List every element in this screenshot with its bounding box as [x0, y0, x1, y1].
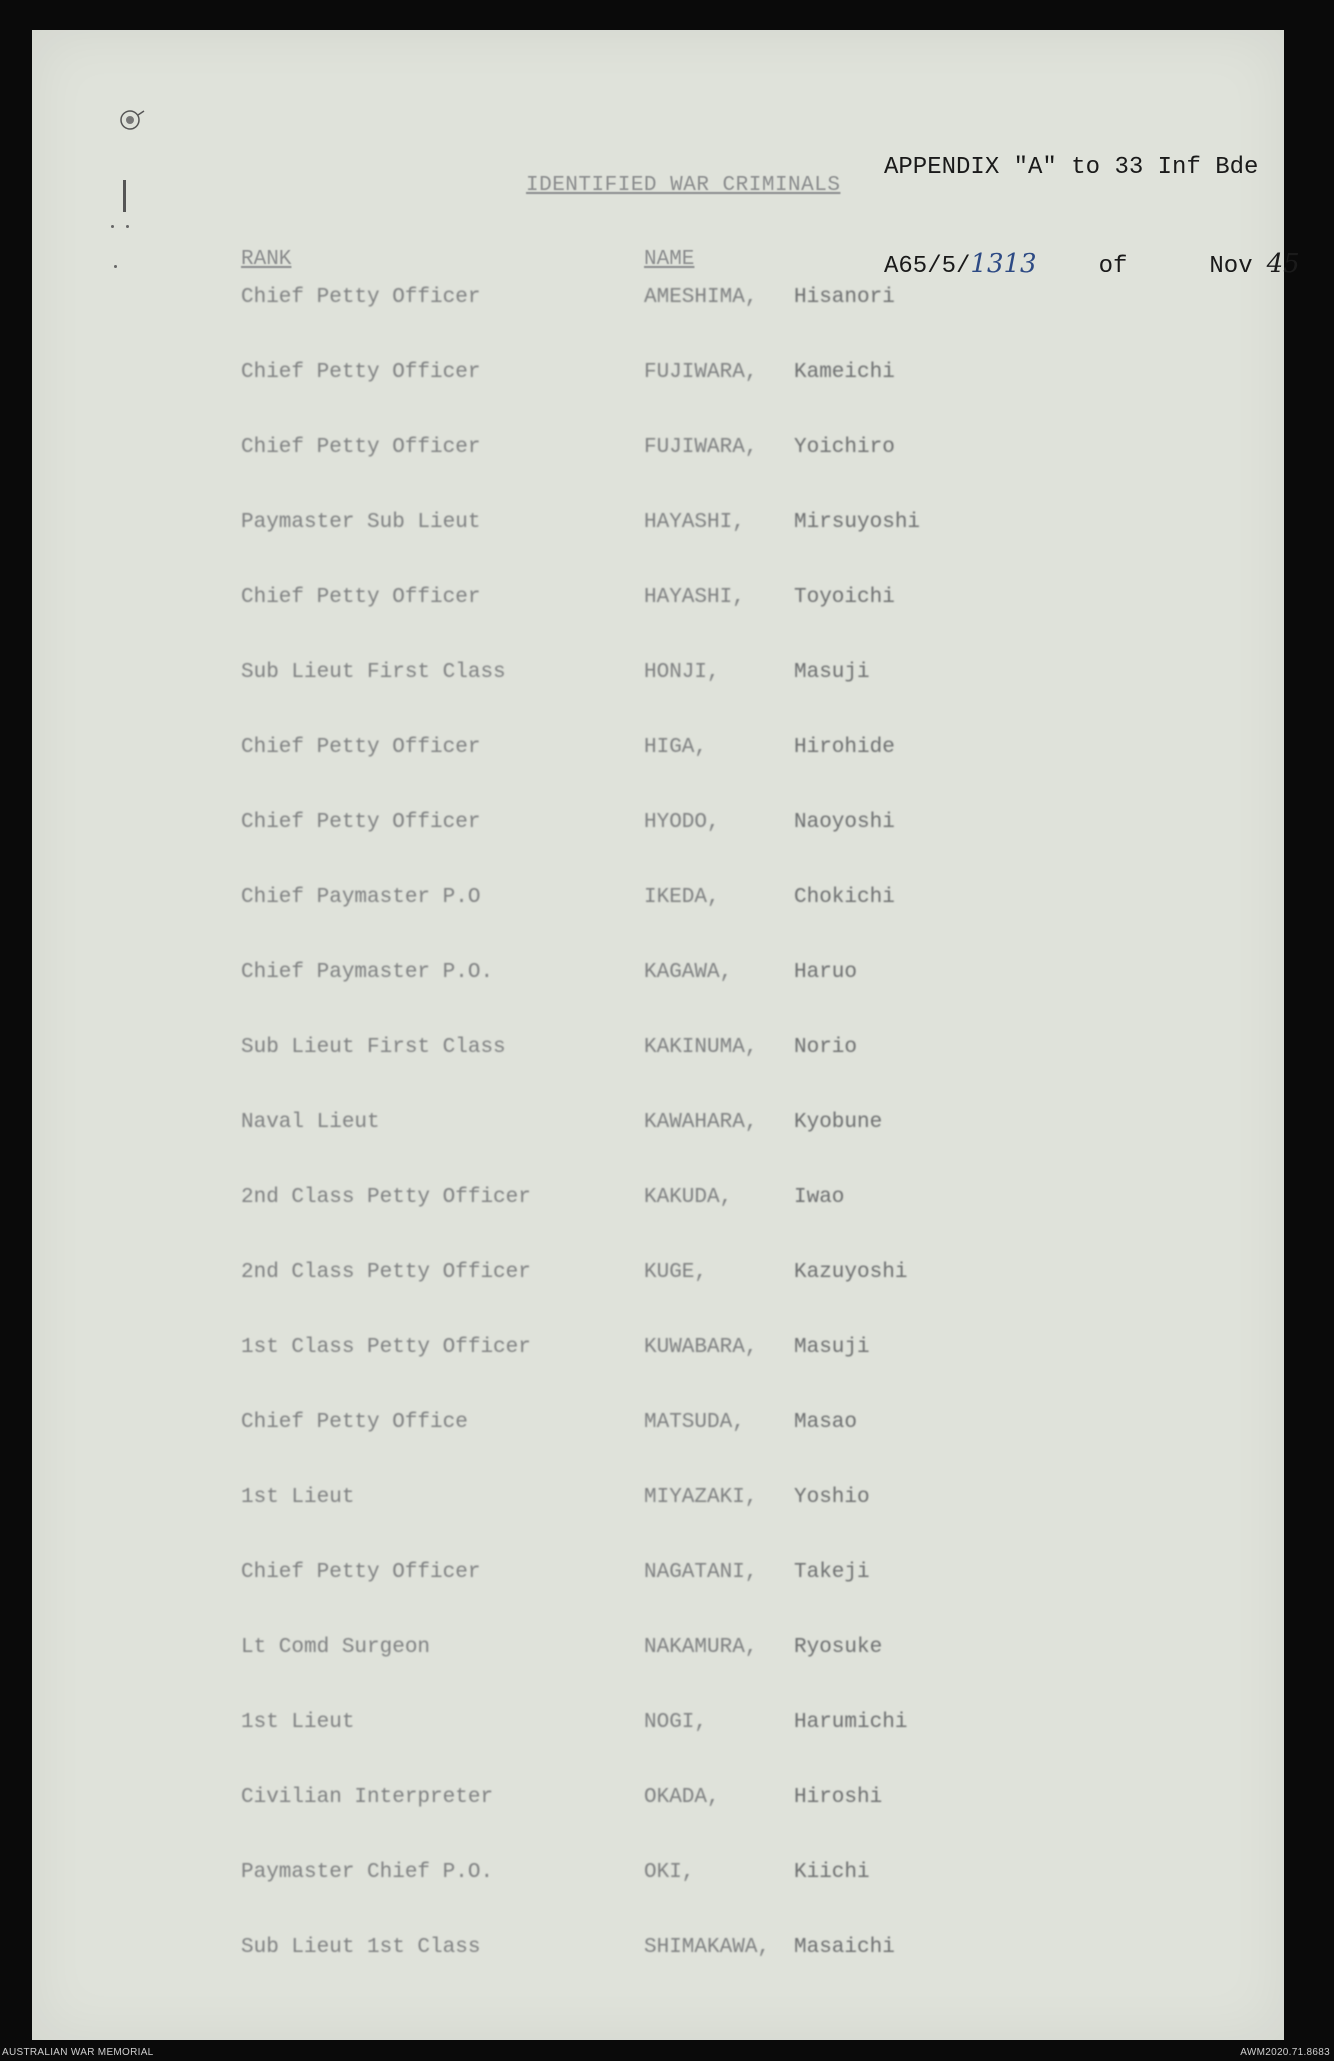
surname-cell: KUWABARA, — [644, 1336, 758, 1359]
surname-cell: NAGATANI, — [644, 1561, 758, 1584]
list-item — [32, 1861, 1284, 1891]
given-name-cell: Chokichi — [794, 886, 895, 909]
surname-cell: NAKAMURA, — [644, 1636, 758, 1659]
surname-cell: KUGE, — [644, 1261, 708, 1284]
given-name-cell: Kazuyoshi — [794, 1261, 908, 1284]
rank-cell: Sub Lieut First Class — [241, 661, 506, 684]
surname-cell: IKEDA, — [644, 886, 720, 909]
surname-cell: FUJIWARA, — [644, 361, 758, 384]
margin-mark — [123, 180, 126, 212]
surname-cell: NOGI, — [644, 1711, 708, 1734]
surname-cell: SHIMAKAWA, — [644, 1936, 771, 1959]
list-item — [32, 661, 1284, 691]
given-name-cell: Yoichiro — [794, 436, 895, 459]
list-item — [32, 1336, 1284, 1366]
list-item — [32, 736, 1284, 766]
list-item — [32, 961, 1284, 991]
archive-accession-number: AWM2020.71.8683 — [1240, 2047, 1330, 2058]
given-name-cell: Masuji — [794, 1336, 870, 1359]
surname-cell: HAYASHI, — [644, 511, 745, 534]
given-name-cell: Harumichi — [794, 1711, 908, 1734]
surname-cell: HAYASHI, — [644, 586, 745, 609]
given-name-cell: Ryosuke — [794, 1636, 883, 1659]
list-item — [32, 361, 1284, 391]
rank-cell: Chief Petty Officer — [241, 286, 481, 309]
rank-column-header: RANK — [241, 248, 292, 271]
rank-cell: Sub Lieut First Class — [241, 1036, 506, 1059]
reference-line — [884, 248, 1300, 283]
rank-cell: Chief Petty Officer — [241, 436, 481, 459]
given-name-cell: Hiroshi — [794, 1786, 883, 1809]
rank-cell: 1st Lieut — [241, 1711, 355, 1734]
rank-cell: Paymaster Sub Lieut — [241, 511, 481, 534]
list-item — [32, 811, 1284, 841]
given-name-cell: Hirohide — [794, 736, 895, 759]
rank-cell: 1st Class Petty Officer — [241, 1336, 531, 1359]
given-name-cell: Norio — [794, 1036, 858, 1059]
given-name-cell: Kiichi — [794, 1861, 870, 1884]
given-name-cell: Toyoichi — [794, 586, 895, 609]
surname-cell: FUJIWARA, — [644, 436, 758, 459]
margin-dot — [126, 225, 129, 228]
rank-cell: Chief Petty Officer — [241, 586, 481, 609]
list-item — [32, 586, 1284, 616]
list-item — [32, 1261, 1284, 1291]
surname-cell: MATSUDA, — [644, 1411, 745, 1434]
surname-cell: HYODO, — [644, 811, 720, 834]
list-item — [32, 1036, 1284, 1066]
rank-cell: Chief Petty Officer — [241, 736, 481, 759]
surname-cell: HONJI, — [644, 661, 720, 684]
given-name-cell: Masuji — [794, 661, 870, 684]
list-item — [32, 1786, 1284, 1816]
document-title: IDENTIFIED WAR CRIMINALS — [526, 174, 841, 197]
list-item — [32, 286, 1284, 316]
given-name-cell: Takeji — [794, 1561, 870, 1584]
document-page — [32, 30, 1300, 2040]
given-name-cell: Mirsuyoshi — [794, 511, 921, 534]
rank-cell: Lt Comd Surgeon — [241, 1636, 431, 1659]
rank-cell: 2nd Class Petty Officer — [241, 1186, 531, 1209]
list-item — [32, 1111, 1284, 1141]
surname-cell: HIGA, — [644, 736, 708, 759]
surname-cell: OKADA, — [644, 1786, 720, 1809]
month-label: Nov — [1209, 253, 1253, 280]
list-item — [32, 1711, 1284, 1741]
surname-cell: KAGAWA, — [644, 961, 733, 984]
of-label: of — [1098, 253, 1128, 280]
list-item — [32, 1411, 1284, 1441]
given-name-cell: Masaichi — [794, 1936, 895, 1959]
surname-cell: KAKUDA, — [644, 1186, 733, 1209]
given-name-cell: Masao — [794, 1411, 858, 1434]
name-column-header: NAME — [644, 248, 695, 271]
margin-dot — [114, 265, 117, 268]
given-name-cell: Naoyoshi — [794, 811, 895, 834]
given-name-cell: Iwao — [794, 1186, 845, 1209]
rank-cell: Naval Lieut — [241, 1111, 380, 1134]
surname-cell: KAKINUMA, — [644, 1036, 758, 1059]
given-name-cell: Hisanori — [794, 286, 895, 309]
rank-cell: Chief Petty Officer — [241, 1561, 481, 1584]
punch-hole-mark — [116, 105, 146, 135]
given-name-cell: Yoshio — [794, 1486, 870, 1509]
surname-cell: AMESHIMA, — [644, 286, 758, 309]
rank-cell: 1st Lieut — [241, 1486, 355, 1509]
surname-cell: KAWAHARA, — [644, 1111, 758, 1134]
rank-cell: Chief Paymaster P.O. — [241, 961, 494, 984]
rank-cell: Chief Petty Officer — [241, 361, 481, 384]
given-name-cell: Haruo — [794, 961, 858, 984]
rank-cell: Civilian Interpreter — [241, 1786, 494, 1809]
list-item — [32, 1636, 1284, 1666]
rank-cell: Chief Paymaster P.O — [241, 886, 481, 909]
given-name-cell: Kameichi — [794, 361, 895, 384]
list-item — [32, 436, 1284, 466]
rank-cell: Chief Petty Officer — [241, 811, 481, 834]
reference-prefix: A65/5/ — [884, 253, 971, 280]
list-item — [32, 1936, 1284, 1966]
list-item — [32, 1561, 1284, 1591]
margin-dot — [111, 225, 114, 228]
rank-cell: Chief Petty Office — [241, 1411, 468, 1434]
list-item — [32, 511, 1284, 541]
list-item — [32, 1186, 1284, 1216]
given-name-cell: Kyobune — [794, 1111, 883, 1134]
rank-cell: Sub Lieut 1st Class — [241, 1936, 481, 1959]
appendix-line: APPENDIX "A" to 33 Inf Bde — [884, 154, 1259, 181]
rank-cell: 2nd Class Petty Officer — [241, 1261, 531, 1284]
year-handwritten: 45 — [1266, 249, 1300, 279]
rank-cell: Paymaster Chief P.O. — [241, 1861, 494, 1884]
reference-handwritten-number: 1313 — [970, 249, 1037, 279]
archive-credit: AUSTRALIAN WAR MEMORIAL — [2, 2047, 154, 2058]
list-item — [32, 886, 1284, 916]
list-item — [32, 1486, 1284, 1516]
surname-cell: MIYAZAKI, — [644, 1486, 758, 1509]
surname-cell: OKI, — [644, 1861, 695, 1884]
